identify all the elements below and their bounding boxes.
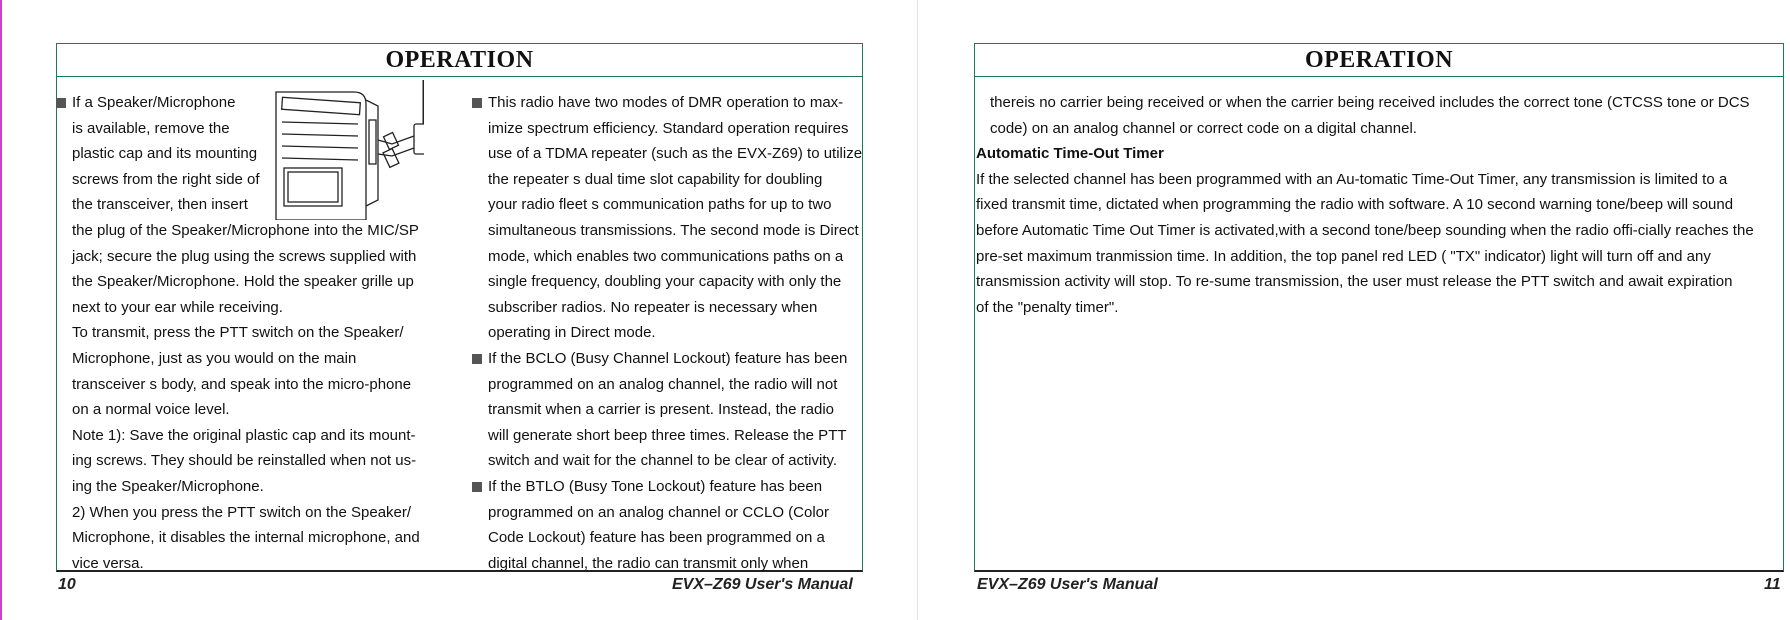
bullet-marker — [472, 482, 482, 492]
text-line: To transmit, press the PTT switch on the Speaker/ — [72, 324, 404, 342]
left-page-header: OPERATION — [57, 44, 862, 77]
left-column-speaker-mic — [56, 90, 440, 576]
text-line: digital channel, the radio can transmit only when — [488, 554, 809, 572]
text-line: simultaneous transmissions. The second mode is Direct — [488, 221, 859, 239]
text-line: transmission activity will stop. To re-sume transmission, the user must release the PTT switch and await expiration — [976, 273, 1733, 291]
text-line: 2) When you press the PTT switch on the Speaker/ — [72, 503, 412, 521]
text-line: programmed on an analog channel, the radio will not — [488, 375, 838, 393]
right-manual-title: EVX–Z69 User's Manual — [977, 576, 1158, 593]
left-column-dmr-modes — [472, 90, 864, 576]
text-line: the plug of the Speaker/Microphone into the MIC/SP — [72, 221, 419, 239]
text-line: fixed transmit time, dictated when programming the radio with software. A 10 second warning tone/beep will sound — [976, 196, 1734, 214]
bullet-marker — [56, 98, 66, 108]
text-line: transceiver s body, and speak into the micro-phone — [72, 375, 412, 393]
text-line: subscriber radios. No repeater is necessary when — [488, 298, 818, 316]
text-line: jack; secure the plug using the screws supplied with — [72, 247, 417, 265]
text-line: Code Lockout) feature has been programmed on a — [488, 529, 825, 547]
text-line: Note 1): Save the original plastic cap and its mount- — [72, 426, 416, 444]
bullet-marker — [472, 98, 482, 108]
text-line: If a Speaker/Microphone — [56, 90, 440, 116]
text-line: imize spectrum efficiency. Standard operation requires — [488, 119, 849, 137]
page-gutter — [917, 0, 918, 620]
text-line: plastic cap and its mounting — [72, 145, 258, 163]
left-manual-title: EVX–Z69 User's Manual — [672, 576, 853, 593]
text-line: your radio fleet s communication paths for up to two — [488, 196, 832, 214]
text-line: is available, remove the — [72, 119, 230, 137]
text-line: vice versa. — [72, 554, 144, 572]
text-line: If the BTLO (Busy Tone Lockout) feature has been — [472, 474, 864, 500]
text-line: programmed on an analog channel or CCLO (Color — [488, 503, 830, 521]
text-line: will generate short beep three times. Release the PTT — [488, 426, 847, 444]
text-line: This radio have two modes of DMR operation to max- — [472, 90, 864, 116]
text-line: mode, which enables two communications paths on a — [488, 247, 844, 265]
text-line: If the BCLO (Busy Channel Lockout) feature has been — [472, 346, 864, 372]
text-line: code) on an analog channel or correct code on a digital channel. — [990, 119, 1417, 137]
text-line: the repeater s dual time slot capability for doubling — [488, 170, 823, 188]
text-line: on a normal voice level. — [72, 401, 230, 419]
text-line: ing screws. They should be reinstalled when not us- — [72, 452, 417, 470]
text-line: of the "penalty timer". — [976, 298, 1119, 316]
bullet-marker — [472, 354, 482, 364]
text-line: Microphone, it disables the internal microphone, and — [72, 529, 420, 547]
right-page-number: 11 — [1764, 576, 1781, 593]
left-page-number: 10 — [58, 576, 76, 593]
text-line: transmit when a carrier is present. Instead, the radio — [488, 401, 834, 419]
text-line: pre-set maximum tranmission time. In addition, the top panel red LED ( "TX" indicator) light will turn off and any — [976, 247, 1711, 265]
page-edge-marker — [0, 0, 2, 620]
text-line: single frequency, doubling your capacity with only the — [488, 273, 842, 291]
text-line: thereis no carrier being received or when the carrier being received includes the correct tone (CTCSS tone or DCS — [990, 94, 1750, 111]
text-line: screws from the right side of — [72, 170, 260, 188]
text-line: operating in Direct mode. — [488, 324, 656, 342]
text-line: before Automatic Time Out Timer is activated,with a second tone/beep sounding when the radio offi-cially reaches the — [976, 221, 1754, 239]
right-page-header: OPERATION — [975, 44, 1783, 77]
right-column-operation — [976, 90, 1782, 320]
text-line: the Speaker/Microphone. Hold the speaker grille up — [72, 273, 414, 291]
text-line: use of a TDMA repeater (such as the EVX-Z69) to utilize — [488, 145, 863, 163]
section-heading: Automatic Time-Out Timer — [976, 145, 1164, 163]
text-line: switch and wait for the channel to be clear of activity. — [488, 452, 838, 470]
text-line: ing the Speaker/Microphone. — [72, 477, 264, 495]
text-line: If the selected channel has been programmed with an Au-tomatic Time-Out Timer, any transmission is limited to a — [976, 170, 1728, 188]
text-line: next to your ear while receiving. — [72, 298, 283, 316]
text-line: Microphone, just as you would on the main — [72, 349, 357, 367]
text-line: the transceiver, then insert — [72, 196, 248, 214]
